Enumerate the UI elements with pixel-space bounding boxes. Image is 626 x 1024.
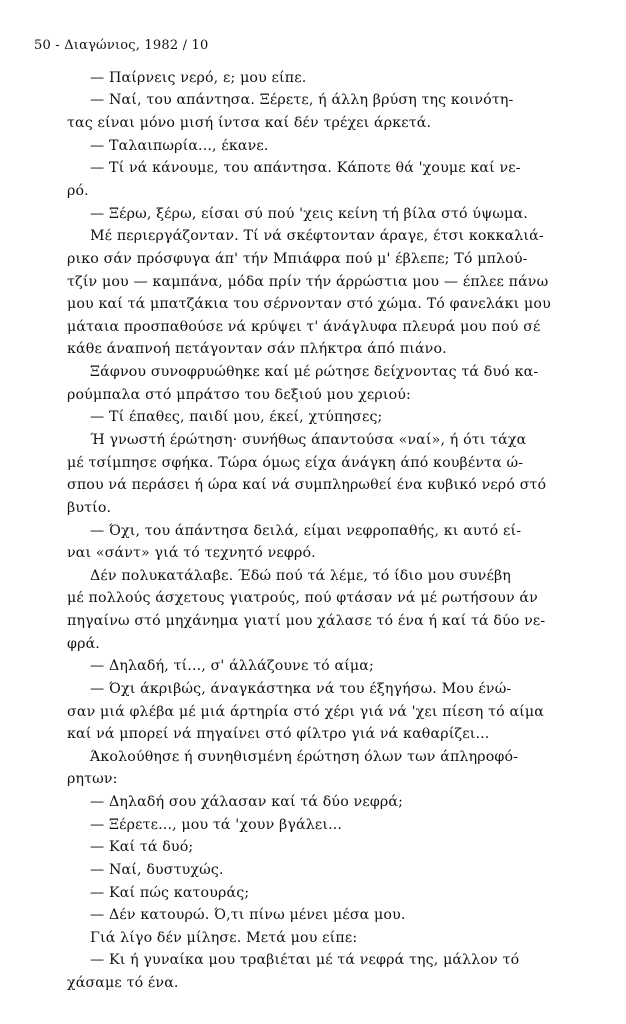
text-line: Δέν πολυκατάλαβε. Έδώ πού τά λέμε, τό ίδιο μου συνέβη	[90, 568, 511, 584]
page-number: 50	[34, 38, 51, 53]
text-line: — Δηλαδή σου χάλασαν καί τά δύο νεφρά;	[90, 794, 404, 810]
text-line: σπου νά περάσει ή ώρα καί νά συμπληρωθεί ένα κυβικό νερό στό	[67, 477, 547, 493]
text-line: τας είναι μόνο μισή ίντσα καί δέν τρέχει άρκετά.	[67, 115, 432, 131]
text-line: — Ξέρετε..., μου τά 'χουν βγάλει...	[90, 817, 343, 833]
text-line: μέ πολλούς άσχετους γιατρούς, πού φτάσαν νά μέ ρωτήσουν άν	[67, 590, 538, 606]
text-line: μέ τσίμπησε σφήκα. Τώρα όμως είχα άνάγκη άπό κουβέντα ώ-	[67, 455, 524, 471]
text-line: μάταια προσπαθούσε νά κρύψει τ' άνάγλυφα πλευρά μου πού σέ	[67, 319, 541, 335]
text-line: — Ναί, του απάντησα. Ξέρετε, ή άλλη βρύση της κοινότη-	[90, 92, 514, 108]
text-line: φρά.	[67, 636, 100, 652]
text-line: σαν μιά φλέβα μέ μιά άρτηρία στό χέρι γιά νά 'χει πίεση τό αίμα	[67, 704, 544, 720]
text-line: — Κι ή γυναίκα μου τραβιέται μέ τά νεφρά της, μάλλον τό	[90, 952, 520, 968]
text-line: — Καί πώς κατουράς;	[90, 885, 250, 901]
running-title: - Διαγώνιος, 1982 / 10	[55, 38, 209, 53]
text-line: μου καί τά μπατζάκια του σέρνονταν στό χώμα. Τό φανελάκι μου	[67, 296, 551, 312]
text-line: — Τί νά κάνουμε, του απάντησα. Κάποτε θά 'χουμε καί νε-	[90, 160, 521, 176]
text-line: — Καί τά δυό;	[90, 839, 194, 855]
text-line: ναι «σάντ» γιά τό τεχνητό νεφρό.	[67, 545, 316, 561]
text-line: Άκολούθησε ή συνηθισμένη έρώτηση όλων των άπληροφό-	[90, 749, 519, 765]
text-line: καί νά μπορεί νά πηγαίνει στό φίλτρο γιά νά καθαρίζει...	[67, 726, 490, 742]
text-line: βυτίο.	[67, 500, 112, 516]
text-line: τζίν μου — καμπάνα, μόδα πρίν τήν άρρώστια μου — έπλεε πάνω	[67, 274, 549, 290]
text-line: ρούμπαλα στό μπράτσο του δεξιού μου χεριού:	[67, 387, 411, 403]
text-line: — Τί έπαθες, παιδί μου, έκεί, χτύπησες;	[90, 409, 383, 425]
text-line: — Όχι, του άπάντησα δειλά, είμαι νεφροπαθής, κι αυτό εί-	[90, 523, 522, 539]
text-line: κάθε άναπνοή πετάγονταν σάν πλήκτρα άπό πιάνο.	[67, 341, 447, 357]
text-line: Γιά λίγο δέν μίλησε. Μετά μου είπε:	[90, 930, 358, 946]
text-line: χάσαμε τό ένα.	[67, 975, 179, 991]
text-line: ρό.	[67, 183, 89, 199]
text-line: — Ταλαιπωρία..., έκανε.	[90, 138, 269, 154]
text-line: ρητων:	[67, 771, 118, 787]
text-line: — Όχι άκριβώς, άναγκάστηκα νά του έξηγήσω. Μου ένώ-	[90, 681, 512, 697]
text-line: Μέ περιεργάζονταν. Τί νά σκέφτονταν άραγε, έτσι κοκκαλιά-	[90, 228, 544, 244]
text-line: — Ναί, δυστυχώς.	[90, 862, 224, 878]
text-line: Ξάφνου συνοφρυώθηκε καί μέ ρώτησε δείχνοντας τά δυό κα-	[90, 364, 539, 380]
text-line: — Δηλαδή, τί..., σ' άλλάζουνε τό αίμα;	[90, 658, 374, 674]
text-line: — Ξέρω, ξέρω, είσαι σύ πού 'χεις κείνη τή βίλα στό ύψωμα.	[90, 206, 528, 222]
text-line: πηγαίνω στό μηχάνημα γιατί μου χάλασε τό ένα ή καί τά δύο νε-	[67, 613, 546, 629]
text-line: ρικο σάν πρόσφυγα άπ' τήν Μπιάφρα πού μ' έβλεπε; Τό μπλού-	[67, 251, 528, 267]
text-line: — Δέν κατουρώ. Ό,τι πίνω μένει μέσα μου.	[90, 907, 406, 923]
text-line: — Παίρνεις νερό, ε; μου είπε.	[90, 70, 307, 86]
text-line: Ή γνωστή έρώτηση· συνήθως άπαντούσα «ναί», ή ότι τάχα	[90, 432, 527, 448]
